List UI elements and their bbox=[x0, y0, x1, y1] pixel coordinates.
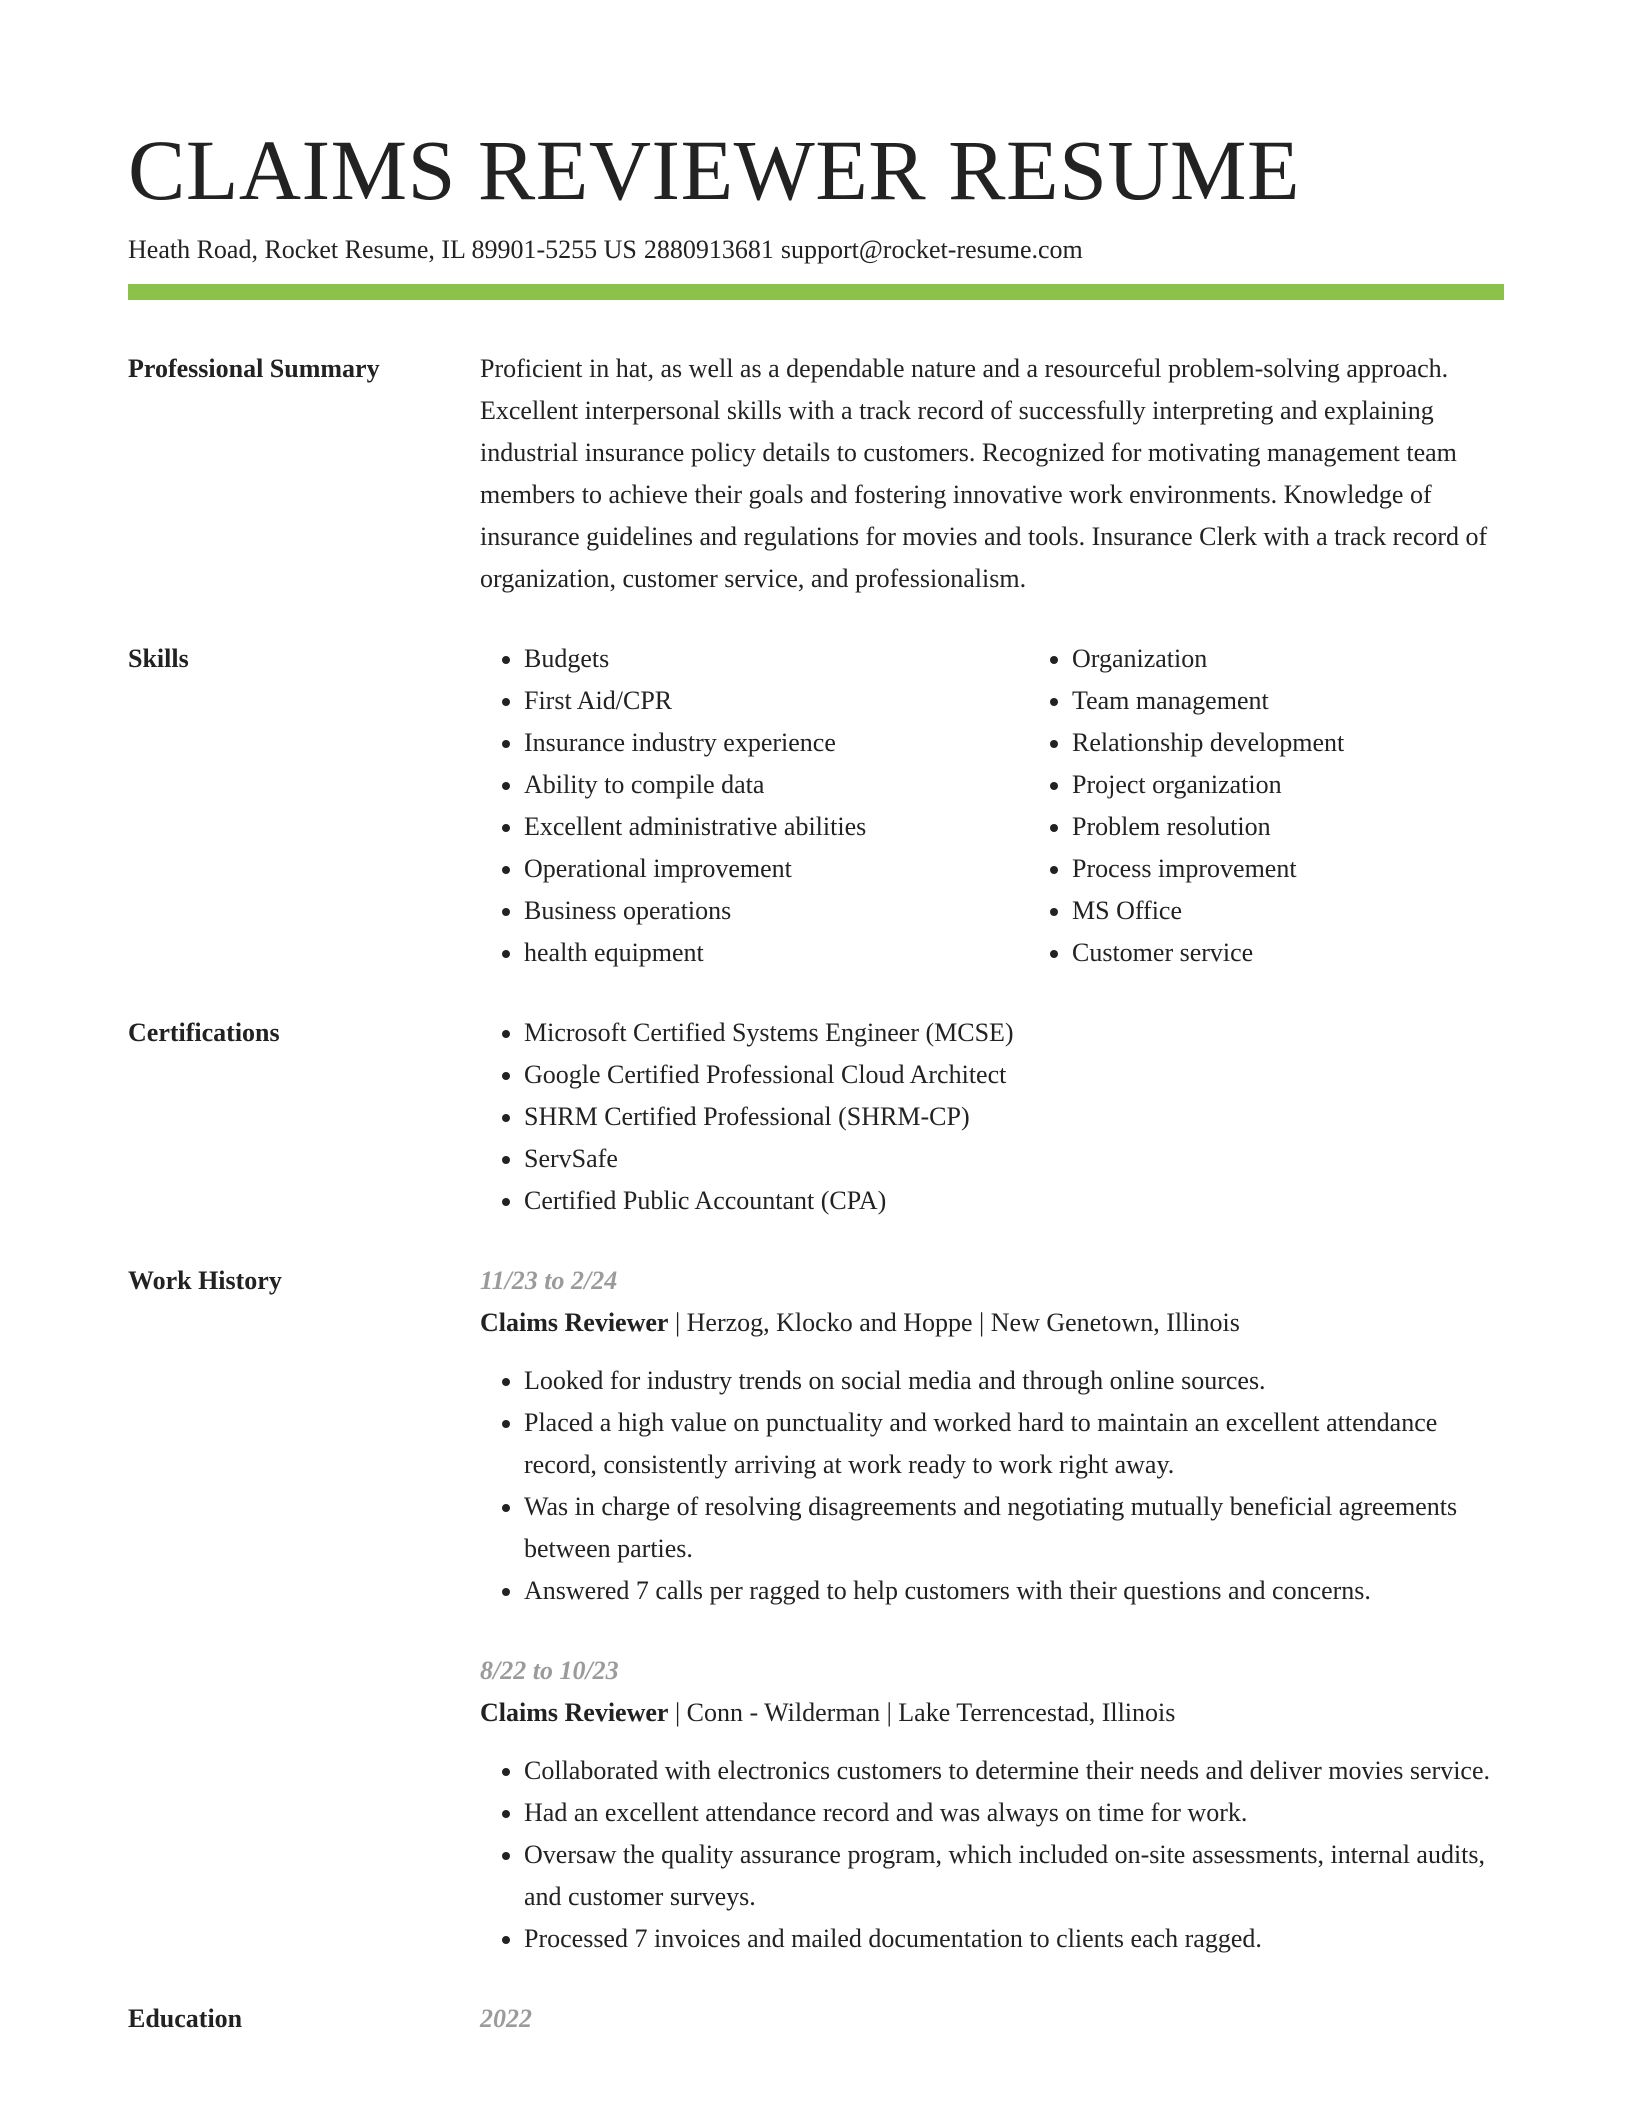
job-duty: • Placed a high value on punctuality and worked hard to maintain an excellent attendance record, consistently arriving at work ready to work right away. bbox=[524, 1402, 1504, 1486]
education-section bbox=[128, 1998, 1504, 2040]
resume-page bbox=[128, 0, 1504, 2040]
job-duty: • Answered 7 calls per ragged to help customers with their questions and concerns. bbox=[524, 1570, 1504, 1612]
contact-line bbox=[128, 234, 1504, 266]
job-employer-location: | Herzog, Klocko and Hoppe | New Genetown, Illinois bbox=[668, 1308, 1240, 1337]
skills-heading: Skills bbox=[128, 644, 189, 673]
skill-item: • Customer service bbox=[1072, 932, 1592, 974]
skill-item: • Business operations bbox=[524, 890, 1028, 932]
job-duty: • Oversaw the quality assurance program, which included on-site assessments, internal audits, and customer surveys. bbox=[524, 1834, 1504, 1918]
job-duties-list bbox=[480, 1360, 1504, 1612]
education-heading: Education bbox=[128, 2004, 243, 2033]
skill-item: • Ability to compile data bbox=[524, 764, 1028, 806]
summary-text: Proficient in hat, as well as a dependable nature and a resourceful problem-solving approach. Excellent interpersonal skills with a track record of successfully interpreting and explaining industrial insurance policy details to customers. Recognized for motivating management team members to achieve their goals and fostering innovative work environments. Knowledge of insurance guidelines and regulations for movies and tools. Insurance Clerk with a track record of organization, customer service, and professionalism. bbox=[480, 354, 1488, 593]
skill-item: • Relationship development bbox=[1072, 722, 1592, 764]
certification-item: • ServSafe bbox=[524, 1138, 1504, 1180]
skill-item: • Project organization bbox=[1072, 764, 1592, 806]
header-divider bbox=[128, 284, 1504, 300]
job-employer-location: | Conn - Wilderman | Lake Terrencestad, Illinois bbox=[668, 1698, 1176, 1727]
skill-item: • Operational improvement bbox=[524, 848, 1028, 890]
skill-item: • Team management bbox=[1072, 680, 1592, 722]
skill-item: • Process improvement bbox=[1072, 848, 1592, 890]
job-duty: • Was in charge of resolving disagreements and negotiating mutually beneficial agreements between parties. bbox=[524, 1486, 1504, 1570]
skills-section bbox=[128, 638, 1504, 974]
skill-item: • Budgets bbox=[524, 638, 1028, 680]
education-date: 2022 bbox=[480, 2004, 532, 2033]
skills-list-right bbox=[1028, 638, 1592, 974]
job-entry bbox=[480, 1260, 1504, 1612]
summary-section bbox=[128, 348, 1504, 600]
job-dates: 11/23 to 2/24 bbox=[480, 1266, 618, 1295]
skill-item: • Insurance industry experience bbox=[524, 722, 1028, 764]
work-history-heading: Work History bbox=[128, 1266, 282, 1295]
skill-item: • health equipment bbox=[524, 932, 1028, 974]
work-history-section bbox=[128, 1260, 1504, 1960]
job-duty: • Processed 7 invoices and mailed documentation to clients each ragged. bbox=[524, 1918, 1504, 1960]
certification-item: • SHRM Certified Professional (SHRM-CP) bbox=[524, 1096, 1504, 1138]
certification-item: • Certified Public Accountant (CPA) bbox=[524, 1180, 1504, 1222]
skill-item: • Problem resolution bbox=[1072, 806, 1592, 848]
certification-item: • Microsoft Certified Systems Engineer (MCSE) bbox=[524, 1012, 1504, 1054]
job-title: Claims Reviewer bbox=[480, 1698, 669, 1727]
job-duty: • Collaborated with electronics customers to determine their needs and deliver movies service. bbox=[524, 1750, 1504, 1792]
job-duty: • Had an excellent attendance record and was always on time for work. bbox=[524, 1792, 1504, 1834]
certifications-list bbox=[480, 1012, 1504, 1222]
contact-address: Heath Road, Rocket Resume, IL 89901-5255 US bbox=[128, 235, 637, 264]
certification-item: • Google Certified Professional Cloud Architect bbox=[524, 1054, 1504, 1096]
contact-email: support@rocket-resume.com bbox=[780, 235, 1083, 264]
summary-heading: Professional Summary bbox=[128, 354, 380, 383]
job-duties-list bbox=[480, 1750, 1504, 1960]
job-title: Claims Reviewer bbox=[480, 1308, 669, 1337]
resume-title: CLAIMS REVIEWER RESUME bbox=[128, 122, 1300, 218]
contact-phone: 2880913681 bbox=[643, 235, 774, 264]
skills-list-left bbox=[480, 638, 1028, 974]
job-entry bbox=[480, 1650, 1504, 1960]
job-dates: 8/22 to 10/23 bbox=[480, 1656, 619, 1685]
job-duty: • Looked for industry trends on social media and through online sources. bbox=[524, 1360, 1504, 1402]
job-title-line bbox=[480, 1302, 1504, 1344]
skill-item: • MS Office bbox=[1072, 890, 1592, 932]
skill-item: • Organization bbox=[1072, 638, 1592, 680]
certifications-heading: Certifications bbox=[128, 1018, 280, 1047]
skill-item: • First Aid/CPR bbox=[524, 680, 1028, 722]
skill-item: • Excellent administrative abilities bbox=[524, 806, 1028, 848]
job-title-line bbox=[480, 1692, 1504, 1734]
certifications-section bbox=[128, 1012, 1504, 1222]
